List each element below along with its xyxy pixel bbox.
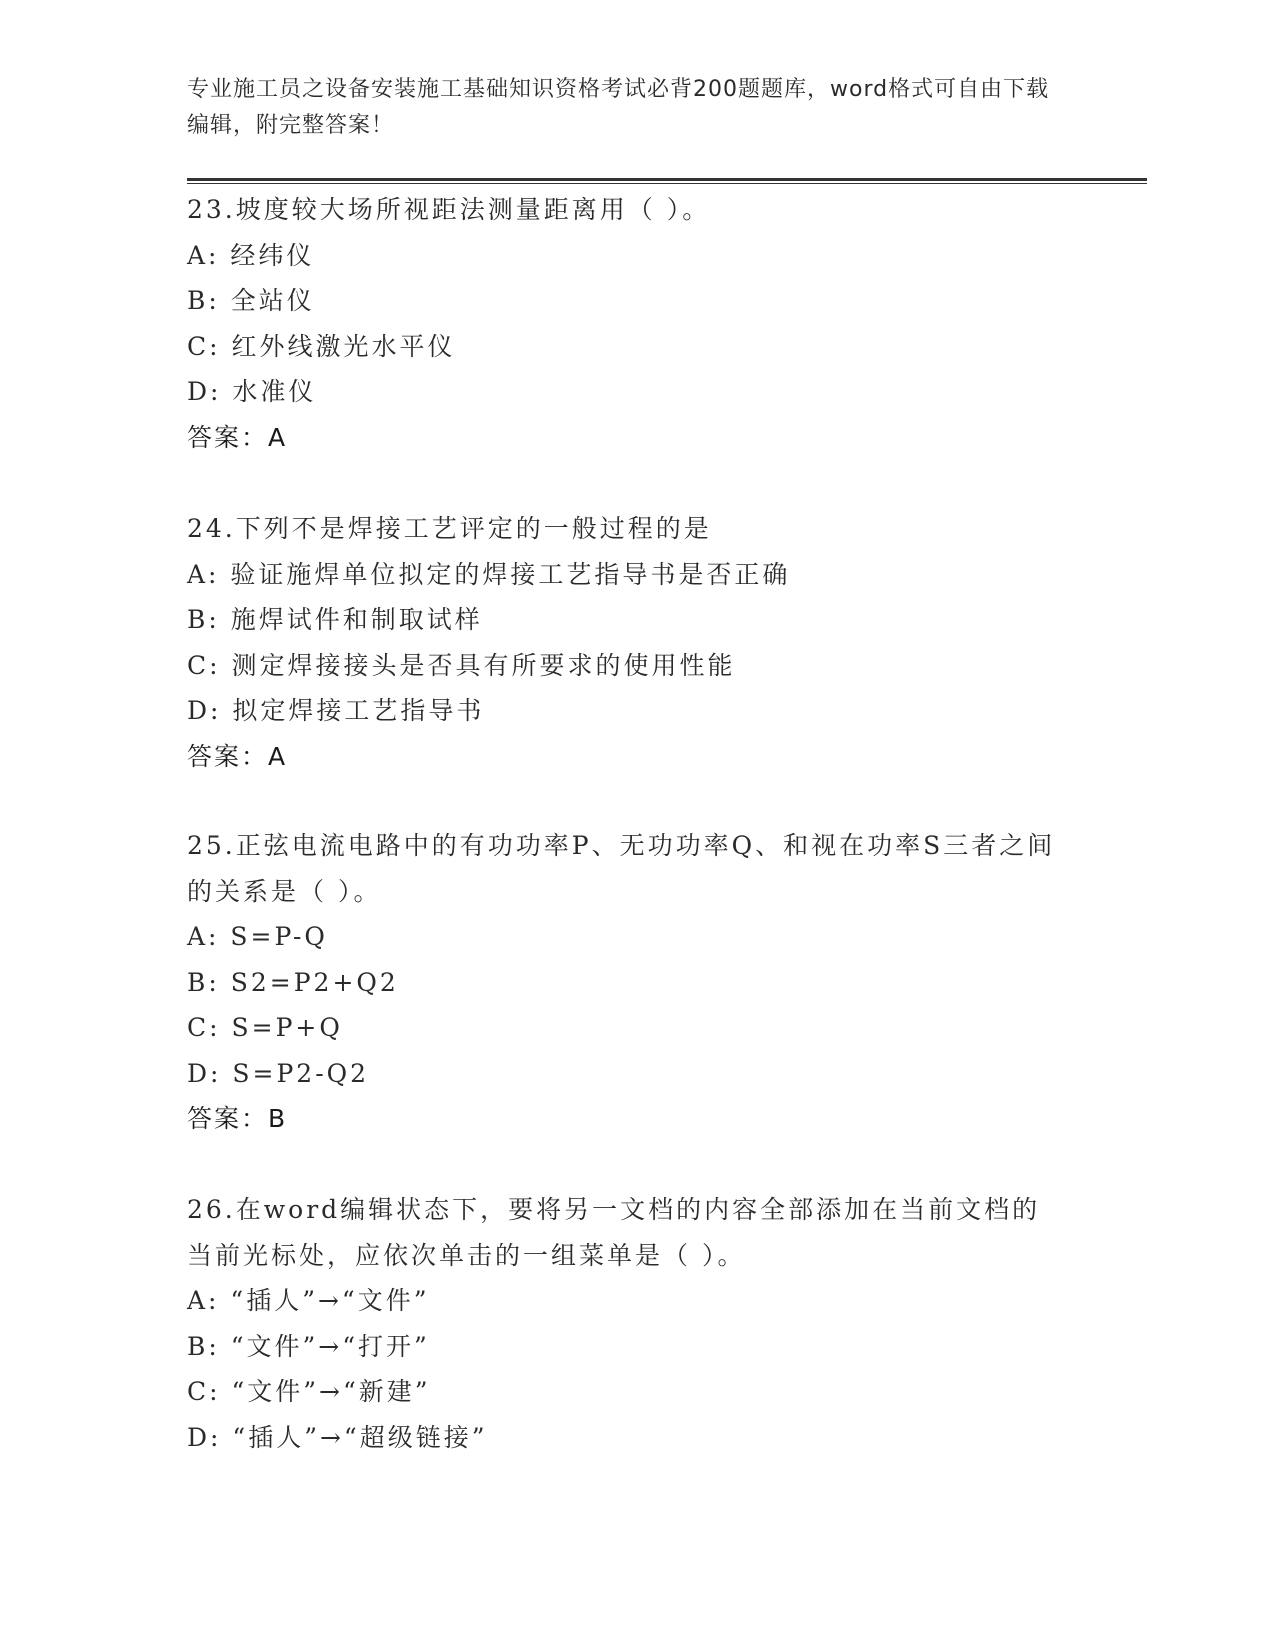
answer-line: 答案：B [187, 1104, 288, 1133]
question-25 [187, 823, 1067, 1142]
question-23 [187, 187, 1067, 460]
option-d: D: 水准仪 [187, 377, 317, 406]
question-stem: 24.下列不是焊接工艺评定的一般过程的是 [187, 514, 712, 543]
question-stem: 26.在word编辑状态下，要将另一文档的内容全部添加在当前文档的当前光标处，应依次单击的一组菜单是（ ）。 [187, 1195, 1041, 1270]
option-a: A: 验证施焊单位拟定的焊接工艺指导书是否正确 [187, 559, 791, 589]
document-header: 专业施工员之设备安装施工基础知识资格考试必背200题题库，word格式可自由下载编辑，附完整答案！ [187, 77, 1050, 138]
option-b: B: “文件”→“打开” [187, 1331, 430, 1361]
option-d: D: 拟定焊接工艺指导书 [187, 696, 485, 725]
question-24 [187, 506, 1067, 779]
option-c: C: “文件”→“新建” [187, 1377, 431, 1406]
option-b: B: 施焊试件和制取试样 [187, 605, 483, 634]
header-divider-thin [187, 183, 1147, 184]
option-a: A: “插人”→“文件” [187, 1286, 430, 1315]
answer-line: 答案：A [187, 741, 288, 771]
answer-line: 答案：A [187, 422, 288, 452]
question-stem: 23.坡度较大场所视距法测量距离用（ ）。 [187, 195, 711, 224]
option-c: C: 测定焊接接头是否具有所要求的使用性能 [187, 650, 736, 680]
option-a: A: S=P-Q [187, 922, 328, 951]
option-d: D: S=P2-Q2 [187, 1058, 370, 1088]
option-b: B: S2=P2+Q2 [187, 967, 399, 997]
header-divider-thick [187, 178, 1147, 181]
option-a: A: 经纬仪 [187, 240, 315, 270]
option-b: B: 全站仪 [187, 286, 315, 315]
option-c: C: S=P+Q [187, 1013, 343, 1042]
option-d: D: “插人”→“超级链接” [187, 1422, 488, 1452]
question-26 [187, 1187, 1067, 1460]
option-c: C: 红外线激光水平仪 [187, 331, 456, 361]
question-stem: 25.正弦电流电路中的有功功率P、无功功率Q、和视在功率S三者之间的关系是（ ）。 [187, 831, 1056, 906]
